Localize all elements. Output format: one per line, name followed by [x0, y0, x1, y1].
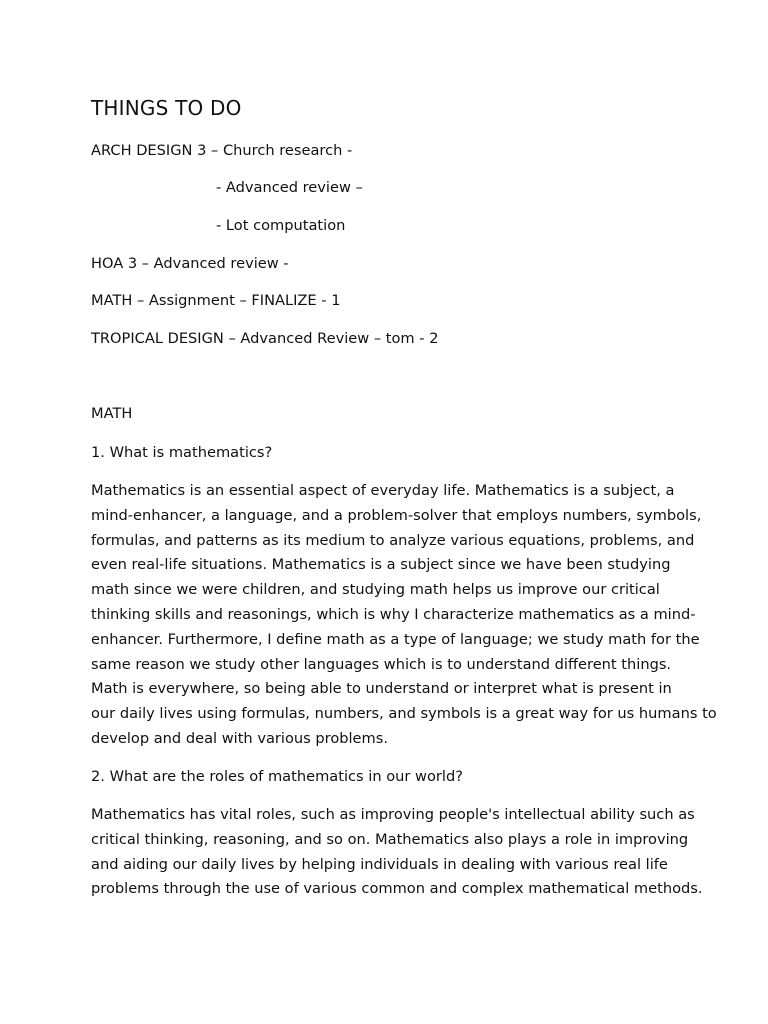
paragraph-line: Mathematics is an essential aspect of everyday life. Mathematics is a subject, a	[91, 482, 675, 499]
todo-item-advanced-review: - Advanced review –	[216, 179, 363, 196]
document-page	[91, 0, 717, 1024]
paragraph-line: our daily lives using formulas, numbers, and symbols is a great way for us humans to	[91, 705, 717, 723]
paragraph-line: develop and deal with various problems.	[91, 729, 388, 747]
paragraph-line: math since we were children, and studying math helps us improve our critical	[91, 581, 660, 599]
answer-2-paragraph	[91, 803, 703, 902]
paragraph-line: same reason we study other languages which is to understand different things.	[91, 655, 672, 673]
paragraph-line: thinking skills and reasonings, which is why I characterize mathematics as a mind-	[91, 605, 696, 623]
paragraph-line: enhancer. Furthermore, I define math as a type of language; we study math for the	[91, 630, 700, 648]
paragraph-line: and aiding our daily lives by helping individuals in dealing with various real life	[91, 855, 668, 873]
paragraph-line: even real-life situations. Mathematics is a subject since we have been studying	[91, 556, 671, 574]
todo-item-tropical-design: TROPICAL DESIGN – Advanced Review – tom - 2	[91, 330, 439, 347]
question-1: 1. What is mathematics?	[91, 444, 273, 461]
todo-item-lot-computation: - Lot computation	[216, 217, 346, 234]
section-heading-math: MATH	[91, 405, 133, 422]
paragraph-line: formulas, and patterns as its medium to analyze various equations, problems, and	[91, 531, 695, 549]
paragraph-line: critical thinking, reasoning, and so on. Mathematics also plays a role in improving	[91, 830, 689, 848]
paragraph-line: problems through the use of various common and complex mathematical methods.	[91, 880, 703, 898]
answer-1-paragraph	[91, 479, 717, 752]
todo-item-hoa: HOA 3 – Advanced review -	[91, 255, 289, 272]
paragraph-line: Mathematics has vital roles, such as improving people's intellectual ability such as	[91, 806, 695, 823]
paragraph-line: mind-enhancer, a language, and a problem-solver that employs numbers, symbols,	[91, 506, 702, 524]
page-title: THINGS TO DO	[91, 96, 242, 120]
question-2: 2. What are the roles of mathematics in our world?	[91, 768, 463, 785]
todo-item-math: MATH – Assignment – FINALIZE - 1	[91, 292, 341, 309]
todo-item-arch-design: ARCH DESIGN 3 – Church research -	[91, 142, 353, 159]
paragraph-line: Math is everywhere, so being able to understand or interpret what is present in	[91, 680, 672, 698]
